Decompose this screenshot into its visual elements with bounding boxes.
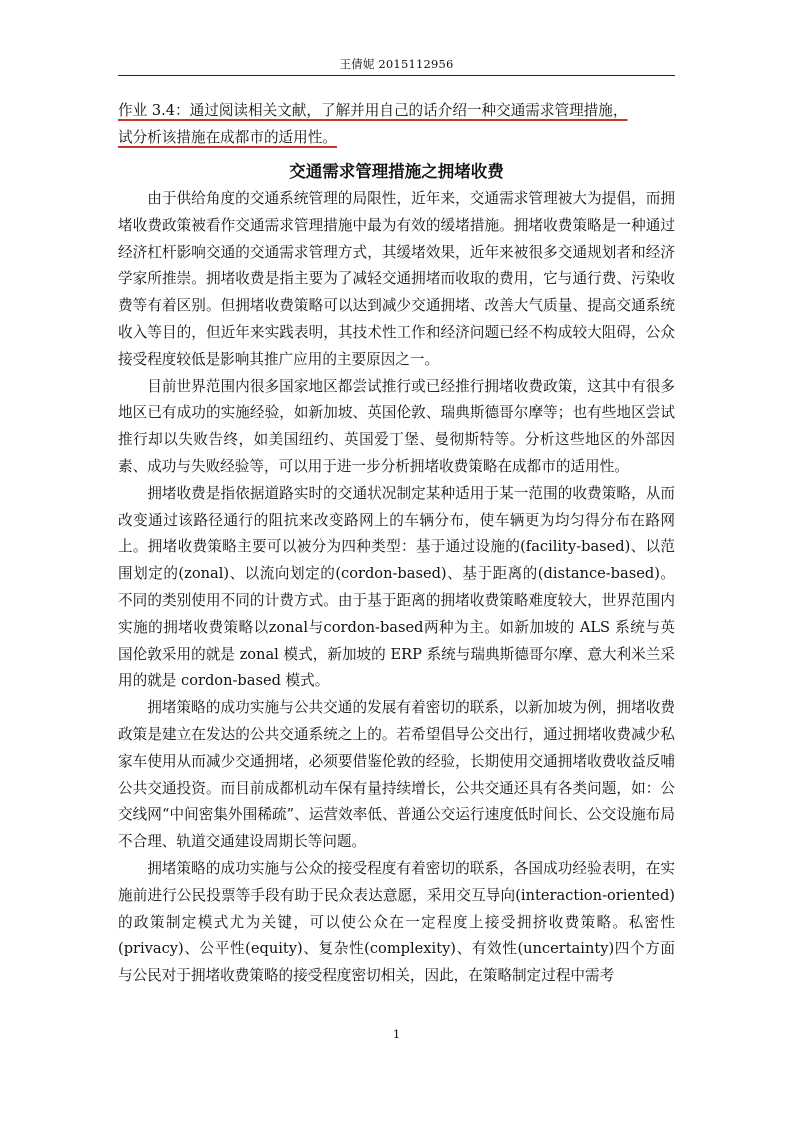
assignment-line-2: 试分析该措施在成都市的适用性。	[118, 129, 337, 146]
assignment-prompt	[118, 97, 678, 151]
header-divider	[118, 75, 675, 76]
document-body	[118, 186, 675, 990]
assignment-line-1: 作业 3.4：通过阅读相关文献，了解并用自己的话介绍一种交通需求管理措施，	[118, 102, 628, 119]
paragraph: 由于供给角度的交通系统管理的局限性，近年来，交通需求管理被大为提倡，而拥堵收费政策被看作交通需求管理措施中最为有效的缓堵措施。拥堵收费策略是一种通过经济杠杆影响交通的交通需求管理方式，其缓堵效果，近年来被很多交通规划者和经济学家所推崇。拥堵收费是指主要为了减轻交通拥堵而收取的费用，它与通行费、污染收费等有着区别。但拥堵收费策略可以达到减少交通拥堵、改善大气质量、提高交通系统收入等目的，但近年来实践表明，其技术性工作和经济问题已经不构成较大阻碍，公众接受程度较低是影响其推广应用的主要原因之一。	[118, 190, 675, 368]
paragraph: 拥堵收费是指依据道路实时的交通状况制定某种适用于某一范围的收费策略，从而改变通过该路径通行的阻抗来改变路网上的车辆分布，使车辆更为均匀得分布在路网上。拥堵收费策略主要可以被分为四种类型：基于通过设施的(facility-based)、以范围划定的(zonal)、以流向划定的(cordon-based)、基于距离的(distance-based)。不同的类别使用不同的计费方式。由于基于距离的拥堵收费策略难度较大，世界范围内实施的拥堵收费策略以zonal与cordon-based两种为主。如新加坡的 ALS 系统与英国伦敦采用的就是 zonal 模式，新加坡的 ERP 系统与瑞典斯德哥尔摩、意大利米兰采用的就是 cordon-based 模式。	[118, 484, 675, 690]
page-header: 王倩妮 2015112956	[339, 57, 454, 71]
paragraph: 拥堵策略的成功实施与公众的接受程度有着密切的联系，各国成功经验表明，在实施前进行公民投票等手段有助于民众表达意愿，采用交互导向(interaction-oriented)的政策制定模式尤为关键，可以使公众在一定程度上接受拥挤收费策略。私密性(privacy)、公平性(equity)、复杂性(complexity)、有效性(uncertainty)四个方面与公民对于拥堵收费策略的接受程度密切相关，因此，在策略制定过程中需考	[118, 859, 675, 985]
document-title: 交通需求管理措施之拥堵收费	[289, 162, 504, 181]
page-number: 1	[392, 1027, 401, 1041]
paragraph: 目前世界范围内很多国家地区都尝试推行或已经推行拥堵收费政策，这其中有很多地区已有成功的实施经验，如新加坡、英国伦敦、瑞典斯德哥尔摩等；也有些地区尝试推行却以失败告终，如美国纽约、英国爱丁堡、曼彻斯特等。分析这些地区的外部因素、成功与失败经验等，可以用于进一步分析拥堵收费策略在成都市的适用性。	[118, 377, 675, 475]
paragraph: 拥堵策略的成功实施与公共交通的发展有着密切的联系，以新加坡为例，拥堵收费政策是建立在发达的公共交通系统之上的。若希望倡导公交出行，通过拥堵收费减少私家车使用从而减少交通拥堵，必须要借鉴伦敦的经验，长期使用交通拥堵收费收益反哺公共交通投资。而目前成都机动车保有量持续增长，公共交通还具有各类问题，如：公交线网“中间密集外围稀疏”、运营效率低、普通公交运行速度低时间长、公交设施布局不合理、轨道交通建设周期长等问题。	[118, 699, 675, 851]
